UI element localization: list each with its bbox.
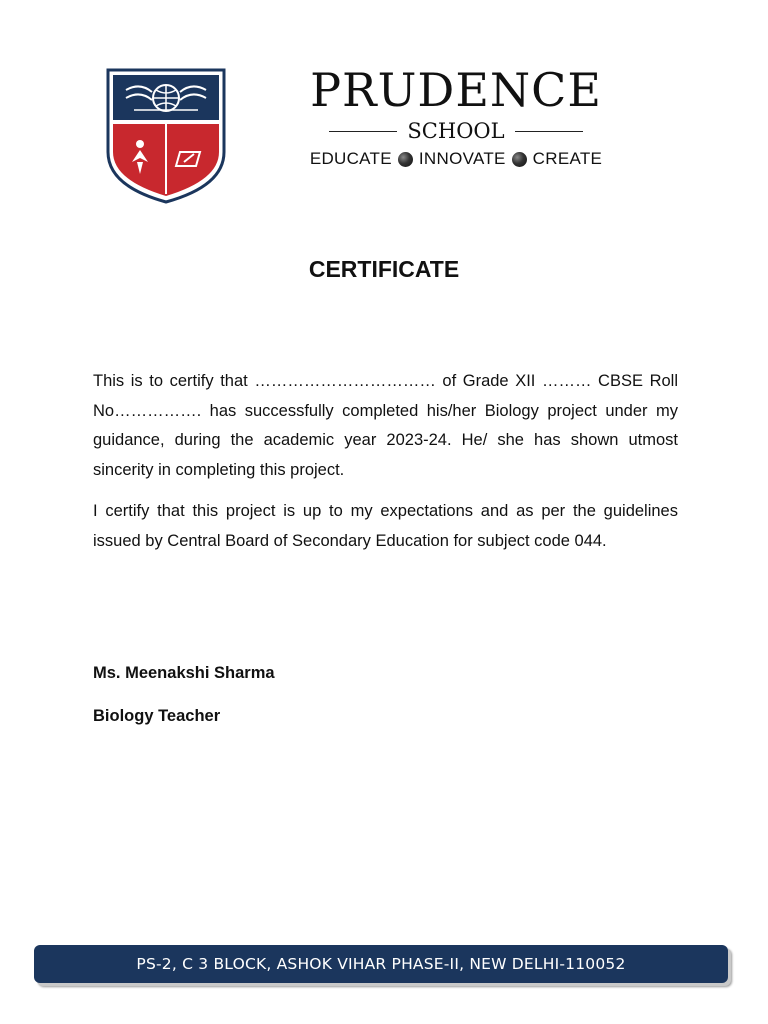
motto-word-innovate: INNOVATE — [418, 149, 506, 168]
motto-word-educate: EDUCATE — [309, 149, 392, 168]
school-crest-icon — [104, 66, 228, 206]
divider-right — [515, 131, 583, 132]
bullet-icon — [398, 152, 413, 167]
signatory-name: Ms. Meenakshi Sharma — [93, 664, 275, 682]
divider-left — [329, 131, 397, 132]
school-brand — [296, 62, 616, 170]
school-logo — [104, 66, 228, 206]
footer-address-bar — [34, 945, 728, 983]
school-name: PRUDENCE — [310, 63, 602, 117]
footer-address: PS-2, C 3 BLOCK, ASHOK VIHAR PHASE-II, NEW DELHI-110052 — [136, 955, 626, 973]
certificate-paragraph-1: This is to certify that …………………………… of Grade XII ……… CBSE Roll No……………. has successfully completed his/her Biology project under my guidance, during the academic year 2023-24. He/ she has shown utmost sincerity in completing this project. — [93, 372, 678, 479]
bullet-icon — [512, 152, 527, 167]
motto-word-create: CREATE — [532, 149, 603, 168]
certificate-title: CERTIFICATE — [308, 256, 460, 282]
certificate-body — [93, 367, 678, 568]
school-motto — [296, 148, 616, 170]
school-subtitle-row — [296, 118, 616, 144]
school-subtitle: SCHOOL — [407, 119, 505, 143]
certificate-paragraph-2: I certify that this project is up to my expectations and as per the guidelines issued by Central Board of Secondary Education for subject code 044. — [93, 502, 678, 550]
signatory-role: Biology Teacher — [93, 707, 221, 725]
